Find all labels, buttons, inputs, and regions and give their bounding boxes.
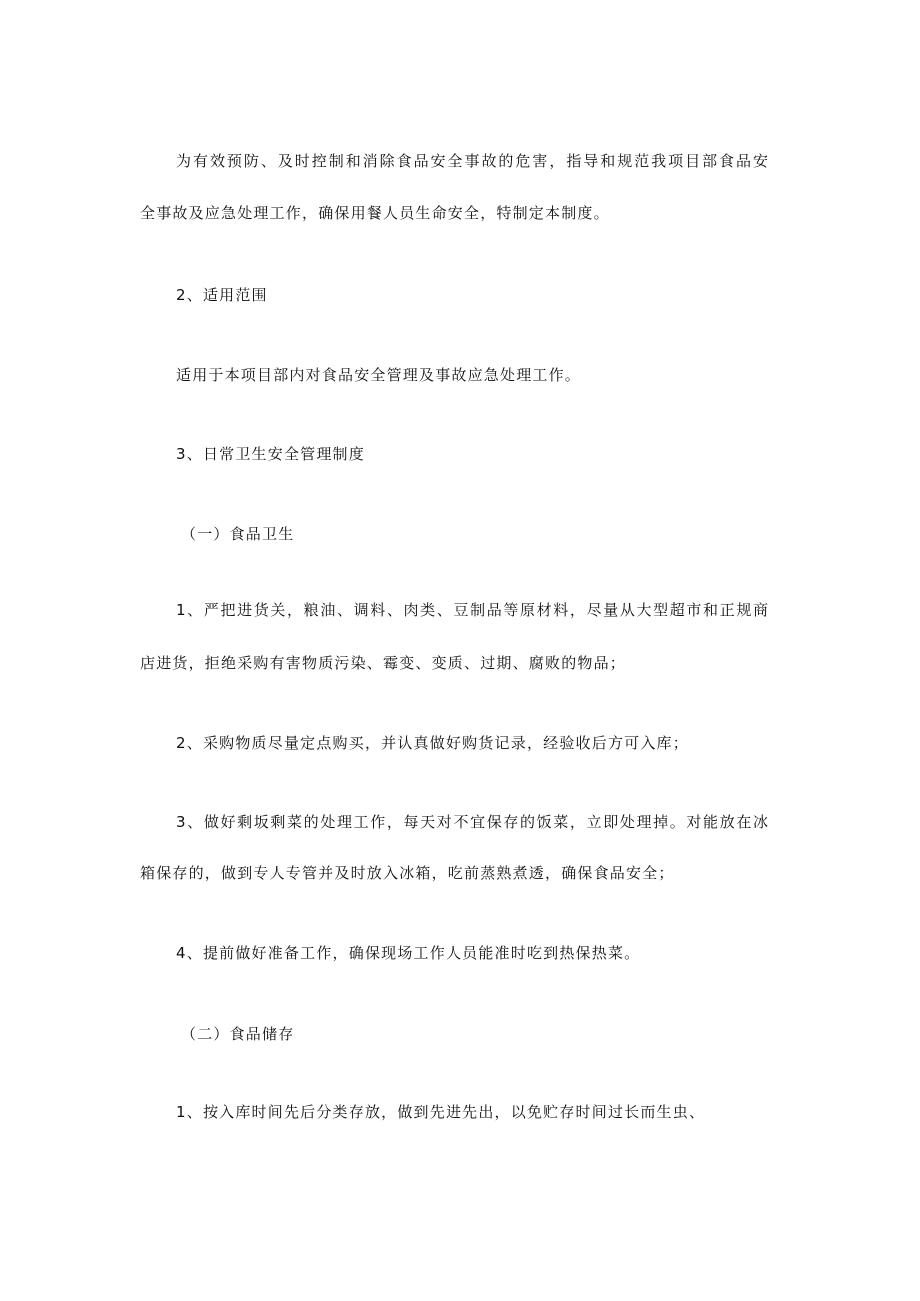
hygiene-item-3-line-2: 箱保存的，做到专人专管并及时放入冰箱，吃前蒸熟煮透，确保食品安全；	[140, 864, 675, 882]
section-3-heading: 3、日常卫生安全管理制度	[176, 445, 365, 463]
subsection-food-hygiene-heading: （一）食品卫生	[181, 525, 295, 543]
hygiene-item-3-line-1: 3、做好剩坂剩菜的处理工作，每天对不宜保存的饭菜，立即处理掉。对能放在冰	[176, 813, 768, 831]
storage-item-1-line-1: 1、按入库时间先后分类存放，做到先进先出，以免贮存时间过长而生虫、	[176, 1103, 706, 1121]
hygiene-item-4: 4、提前做好准备工作，确保现场工作人员能准时吃到热保热菜。	[176, 944, 641, 962]
intro-line-2: 全事故及应急处理工作，确保用餐人员生命安全，特制定本制度。	[140, 204, 610, 222]
hygiene-item-2: 2、采购物质尽量定点购买，并认真做好购货记录，经验收后方可入库；	[176, 734, 689, 752]
section-2-body: 适用于本项目部内对食品安全管理及事故应急处理工作。	[176, 366, 582, 384]
hygiene-item-1-line-2: 店进货，拒绝采购有害物质污染、霉变、变质、过期、腐败的物品；	[140, 654, 627, 672]
subsection-food-storage-heading: （二）食品储存	[181, 1025, 295, 1043]
section-2-heading: 2、适用范围	[176, 286, 268, 304]
hygiene-item-1-line-1: 1、严把进货关，粮油、调料、肉类、豆制品等原材料，尽量从大型超市和正规商	[176, 601, 768, 619]
intro-line-1: 为有效预防、及时控制和消除食品安全事故的危害，指导和规范我项目部食品安	[176, 152, 768, 170]
